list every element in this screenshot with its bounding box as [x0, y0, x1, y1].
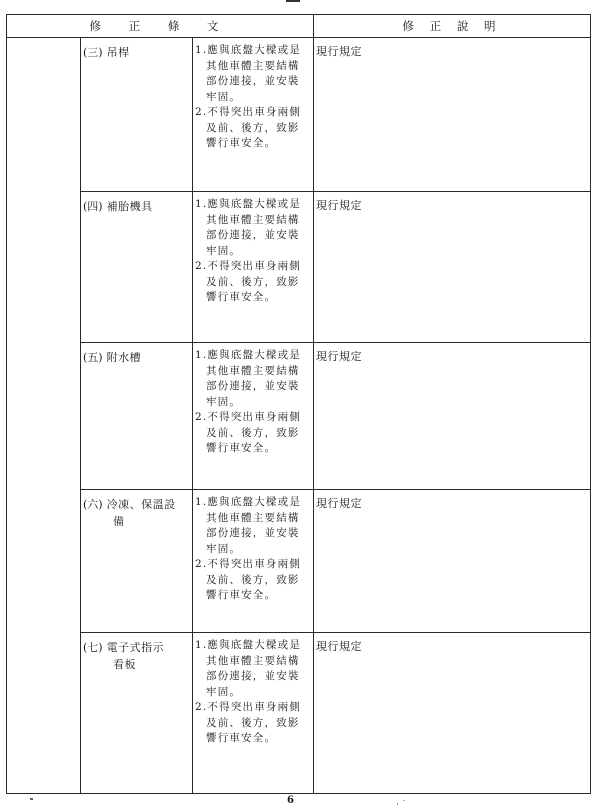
table-row [7, 192, 591, 343]
content-line: 其他車體主要結構 [206, 364, 300, 377]
table-row [7, 633, 591, 794]
table-row [7, 38, 591, 192]
item-title: 冷凍、保溫設 [106, 498, 176, 511]
explanation-text: 現行規定 [316, 199, 363, 212]
blank-left-column [7, 38, 81, 794]
item-title: 電子式指示 [106, 641, 165, 654]
content-line: 其他車體主要結構 [206, 511, 300, 524]
table-row [7, 490, 591, 633]
content-line: 響行車安全。 [206, 291, 277, 303]
explanation-cell [314, 633, 591, 794]
content-line: 1.應與底盤大樑或是 [195, 496, 302, 508]
content-line: 2.不得突出車身兩側 [195, 260, 302, 272]
content-line: 及前、後方，致影 [206, 426, 300, 439]
header-amended-text: 修 正 條 文 [7, 15, 314, 38]
content-line: 牢固。 [206, 395, 242, 408]
content-line: 牢固。 [206, 542, 242, 555]
item-title: 附水槽 [106, 351, 142, 364]
item-name-cell [81, 490, 193, 633]
content-line: 部份連接，並安裝 [206, 229, 300, 241]
content-line: 及前、後方，致影 [206, 716, 300, 729]
page-number: 6 [287, 795, 294, 806]
content-line: 1.應與底盤大樑或是 [195, 44, 302, 56]
scan-speck [30, 798, 33, 800]
content-line: 牢固。 [206, 244, 242, 257]
item-name-cell [81, 633, 193, 794]
explanation-text: 現行規定 [316, 497, 363, 510]
content-line: 響行車安全。 [206, 137, 277, 149]
footer-mark: ‧ ˙ [396, 800, 407, 810]
item-content-cell [193, 490, 314, 633]
content-line: 部份連接，並安裝 [206, 670, 300, 682]
item-name-cell [81, 192, 193, 343]
top-mark [286, 0, 300, 2]
item-name-cell [81, 343, 193, 490]
content-line: 部份連接，並安裝 [206, 527, 300, 539]
item-number: (四) [83, 200, 103, 213]
content-line: 其他車體主要結構 [206, 213, 300, 226]
content-line: 響行車安全。 [206, 732, 277, 744]
content-line: 2.不得突出車身兩側 [195, 701, 302, 713]
item-title: 吊桿 [106, 46, 130, 59]
content-line: 1.應與底盤大樑或是 [195, 198, 302, 210]
explanation-text: 現行規定 [316, 640, 363, 653]
revision-table [6, 14, 591, 794]
item-content-cell [193, 192, 314, 343]
content-line: 1.應與底盤大樑或是 [195, 639, 302, 651]
content-line: 及前、後方，致影 [206, 121, 300, 134]
item-title-continued: 看板 [113, 658, 136, 671]
explanation-cell [314, 343, 591, 490]
table-header-row [7, 15, 591, 38]
explanation-cell [314, 490, 591, 633]
item-name-cell [81, 38, 193, 192]
header-explanation: 修 正 說 明 [314, 15, 591, 38]
content-line: 部份連接，並安裝 [206, 380, 300, 392]
table-row [7, 343, 591, 490]
content-line: 2.不得突出車身兩側 [195, 558, 302, 570]
content-line: 1.應與底盤大樑或是 [195, 349, 302, 361]
item-content-cell [193, 633, 314, 794]
content-line: 部份連接，並安裝 [206, 75, 300, 87]
content-line: 及前、後方，致影 [206, 275, 300, 288]
explanation-cell [314, 192, 591, 343]
item-number: (三) [83, 46, 103, 59]
content-line: 牢固。 [206, 685, 242, 698]
explanation-text: 現行規定 [316, 350, 363, 363]
content-line: 其他車體主要結構 [206, 59, 300, 72]
item-title: 補胎機具 [106, 200, 153, 213]
item-content-cell [193, 38, 314, 192]
content-line: 其他車體主要結構 [206, 654, 300, 667]
content-line: 響行車安全。 [206, 589, 277, 601]
item-content-cell [193, 343, 314, 490]
content-line: 響行車安全。 [206, 442, 277, 454]
content-line: 及前、後方，致影 [206, 573, 300, 586]
item-title-continued: 備 [113, 515, 125, 528]
content-line: 2.不得突出車身兩側 [195, 106, 302, 118]
content-line: 2.不得突出車身兩側 [195, 411, 302, 423]
item-number: (七) [83, 641, 103, 654]
content-line: 牢固。 [206, 90, 242, 103]
item-number: (六) [83, 498, 103, 511]
explanation-text: 現行規定 [316, 45, 363, 58]
item-number: (五) [83, 351, 103, 364]
explanation-cell [314, 38, 591, 192]
